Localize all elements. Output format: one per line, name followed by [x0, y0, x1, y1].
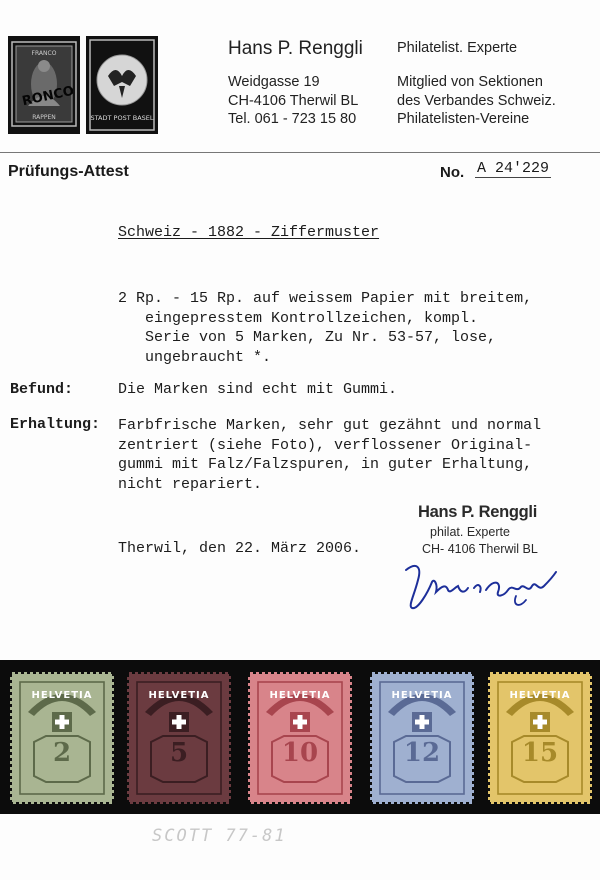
stamp-inscription: HELVETIA	[391, 690, 453, 701]
stamp-value: 15	[521, 738, 559, 768]
expert-name: Hans P. Renggli	[228, 38, 363, 59]
stamp-2-rappen	[10, 672, 114, 804]
stamp-inscription: HELVETIA	[509, 690, 571, 701]
stamp-12-rappen	[370, 672, 474, 804]
befund-label: Befund:	[10, 381, 74, 398]
erhaltung-label: Erhaltung:	[10, 416, 101, 433]
stamps-photo	[0, 660, 600, 814]
address-phone: Tel. 061 - 723 15 80	[228, 111, 357, 127]
basel-dove-stamp-icon	[86, 36, 158, 134]
description-line: Serie von 5 Marken, Zu Nr. 53-57, lose,	[118, 329, 497, 346]
erhaltung-block	[118, 416, 541, 494]
place-date: Therwil, den 22. März 2006.	[118, 540, 362, 557]
stamp-10-rappen	[248, 672, 352, 804]
erhaltung-line: gummi mit Falz/Falzspuren, in guter Erhaltung,	[118, 456, 533, 473]
svg-text:RAPPEN: RAPPEN	[32, 114, 56, 121]
expert-rubber-stamp	[418, 503, 538, 558]
svg-text:STADT POST BASEL: STADT POST BASEL	[90, 114, 154, 122]
description-block	[118, 289, 532, 367]
stamp-value: 2	[52, 738, 72, 768]
stamp-inscription: HELVETIA	[269, 690, 331, 701]
rubber-stamp-name: Hans P. Renggli	[418, 503, 537, 521]
swiss-rayon-stamp-icon	[8, 36, 80, 134]
membership-line: Philatelisten-Vereine	[397, 111, 530, 127]
header-divider	[0, 152, 600, 153]
rubber-stamp-city: CH- 4106 Therwil BL	[422, 542, 538, 556]
handwritten-signature-icon	[398, 552, 568, 612]
stamp-inscription: HELVETIA	[148, 690, 210, 701]
subject-line: Schweiz - 1882 - Ziffermuster	[118, 224, 380, 241]
stamp-value: 10	[281, 738, 319, 768]
stamp-15-rappen	[488, 672, 592, 804]
description-line: eingepresstem Kontrollzeichen, kompl.	[118, 309, 479, 327]
certificate-title: Prüfungs-Attest	[8, 163, 129, 180]
address-street: Weidgasse 19	[228, 74, 320, 90]
erhaltung-line: Farbfrische Marken, sehr gut gezähnt und normal	[118, 417, 542, 434]
description-line: 2 Rp. - 15 Rp. auf weissem Papier mit breitem,	[118, 290, 533, 307]
stamp-value: 5	[169, 738, 189, 768]
svg-text:FRANCO: FRANCO	[31, 50, 57, 57]
address-block	[228, 73, 358, 129]
erhaltung-line: zentriert (siehe Foto), verflossener Original-	[118, 436, 533, 454]
membership-block	[397, 73, 556, 129]
certificate-number-label: No.	[440, 164, 465, 181]
stamp-inscription: HELVETIA	[31, 690, 93, 701]
handwritten-catalog-note: SCOTT 77-81	[152, 826, 287, 846]
erhaltung-line: nicht repariert.	[118, 475, 263, 493]
address-city: CH-4106 Therwil BL	[228, 92, 359, 109]
befund-text: Die Marken sind echt mit Gummi.	[118, 381, 398, 398]
svg-text:RONCO: RONCO	[20, 83, 76, 110]
membership-line: des Verbandes Schweiz.	[397, 92, 556, 109]
expert-title: Philatelist. Experte	[397, 40, 518, 56]
certificate-number: A 24'229	[477, 160, 550, 177]
stamp-value: 12	[403, 738, 441, 768]
description-line: ungebraucht *.	[118, 348, 272, 366]
membership-line: Mitglied von Sektionen	[397, 74, 543, 90]
rubber-stamp-title: philat. Experte	[430, 525, 510, 539]
stamp-5-rappen	[127, 672, 231, 804]
